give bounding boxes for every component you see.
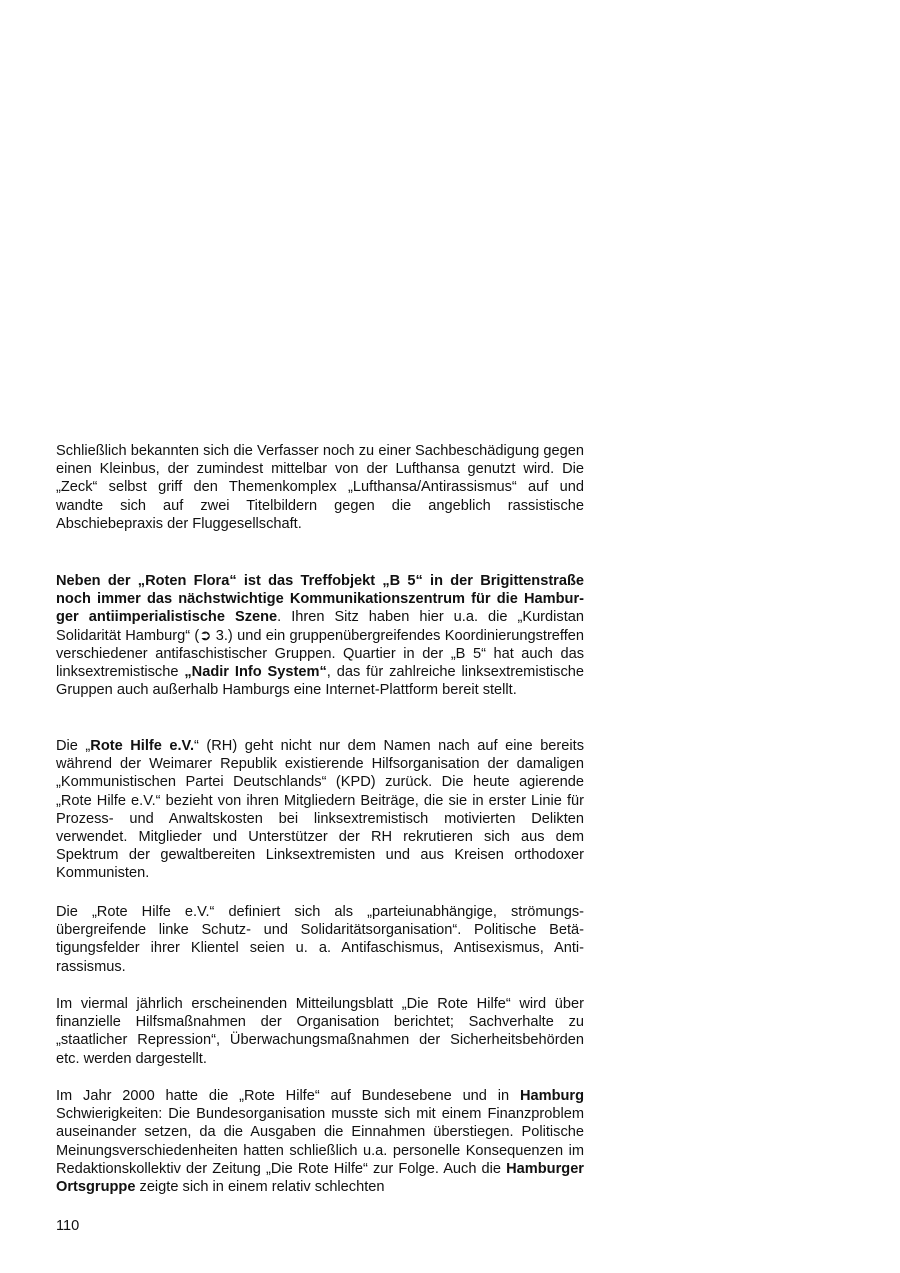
paragraph-text: “ (RH) geht nicht nur dem Namen nach auf eine bereits während der Weimarer Republik existierende Hilfsorganisation der damaligen „Kommunistischen Partei Deutschlands“ (KPD) zurück. Die heute agierende „Rote Hilfe e.V.“ bezieht von ihren Mitgliedern Beiträge, die sie in erster Linie für Prozess- und Anwaltskosten bei linksextremistisch motivierten Delikten verwendet. Mitglieder und Unterstützer der RH rekrutieren sich aus dem Spektrum der gewaltbereiten Linksextremisten und aus Kreisen orthodoxer Kommunisten. bbox=[56, 738, 584, 882]
paragraph-text: Im Jahr 2000 hatte die „Rote Hilfe“ auf Bundesebene und in bbox=[56, 1088, 520, 1104]
paragraph-rote-hilfe-definition bbox=[56, 903, 584, 976]
paragraph-jahr-2000 bbox=[56, 1087, 584, 1196]
cross-reference-arrow-icon: ➲ bbox=[199, 627, 212, 644]
paragraph-text: 3.) und ein gruppenübergreifendes Koordinierungstreffen verschiedener antifaschistischer Gruppen. Quartier in der „B 5“ hat auch das linksextremistische bbox=[56, 627, 584, 681]
paragraph-text: Die „Rote Hilfe e.V.“ definiert sich als „parteiunabhängige, strömungsübergreifende linke Schutz- und Solidaritätsorganisation“. Politische Betätigungsfelder ihrer Klientel seien u. a. Antifaschismus, Antisexismus, Antirassismus. bbox=[56, 904, 584, 975]
bold-text: Rote Hilfe e.V. bbox=[90, 738, 195, 754]
paragraph-rote-hilfe-intro bbox=[56, 737, 584, 883]
paragraph-text: zeigte sich in einem relativ schlechten bbox=[135, 1179, 385, 1196]
paragraph-text: , das für zahlreiche linksextremistische Gruppen auch außerhalb Hamburgs eine Internet-Plattform bereit stellt. bbox=[56, 664, 585, 699]
paragraph-text: Schließlich bekannten sich die Verfasser noch zu einer Sachbeschädigung gegen einen Kleinbus, der zumindest mittelbar von der Lufthansa genutzt wird. Die „Zeck“ selbst griff den Themenkomplex „Lufthansa/Antirassismus“ auf und wandte sich auf zwei Titelbildern gegen die angeblich rassistische Abschiebepraxis der Fluggesellschaft. bbox=[56, 443, 584, 532]
bold-text: Hamburg bbox=[519, 1088, 584, 1104]
page-number: 110 bbox=[56, 1218, 80, 1234]
paragraph-mitteilungsblatt bbox=[56, 995, 584, 1068]
paragraph-text: Schwierigkeiten: Die Bundesorganisation musste sich mit einem Finanzproblem auseinander setzen, da die Ausgaben die Einnahmen überstiegen. Politische Meinungsverschiedenheiten hatten schließlich u.a. personelle Konsequenzen im Redaktionskollektiv der Zeitung „Die Rote Hilfe“ zur Folge. Auch die bbox=[56, 1106, 584, 1177]
paragraph-text: . Ihren Sitz haben hier u.a. die „Kurdistan Solidarität Hamburg“ ( bbox=[56, 609, 584, 644]
bold-text: „Nadir Info System“ bbox=[184, 664, 327, 681]
paragraph-text: Die „ bbox=[56, 738, 91, 754]
paragraph-b5-treffobjekt bbox=[56, 572, 584, 699]
paragraph-lufthansa bbox=[56, 442, 584, 533]
bold-text: Hamburger Ortsgruppe bbox=[56, 1160, 584, 1196]
paragraph-text: Im viermal jährlich erscheinenden Mitteilungsblatt „Die Rote Hilfe“ wird über finanzielle Hilfsmaßnahmen der Organisation berichtet; Sachverhalte zu „staatlicher Repression“, Überwachungsmaßnahmen der Sicherheitsbehörden etc. werden dargestellt. bbox=[56, 996, 584, 1067]
bold-text: Neben der „Roten Flora“ ist das Treffobjekt „B 5“ in der Brigittenstraße noch immer das nächstwichtige Kommunikationszentrum für die Hamburger antiimperialistische Szene bbox=[56, 573, 584, 626]
